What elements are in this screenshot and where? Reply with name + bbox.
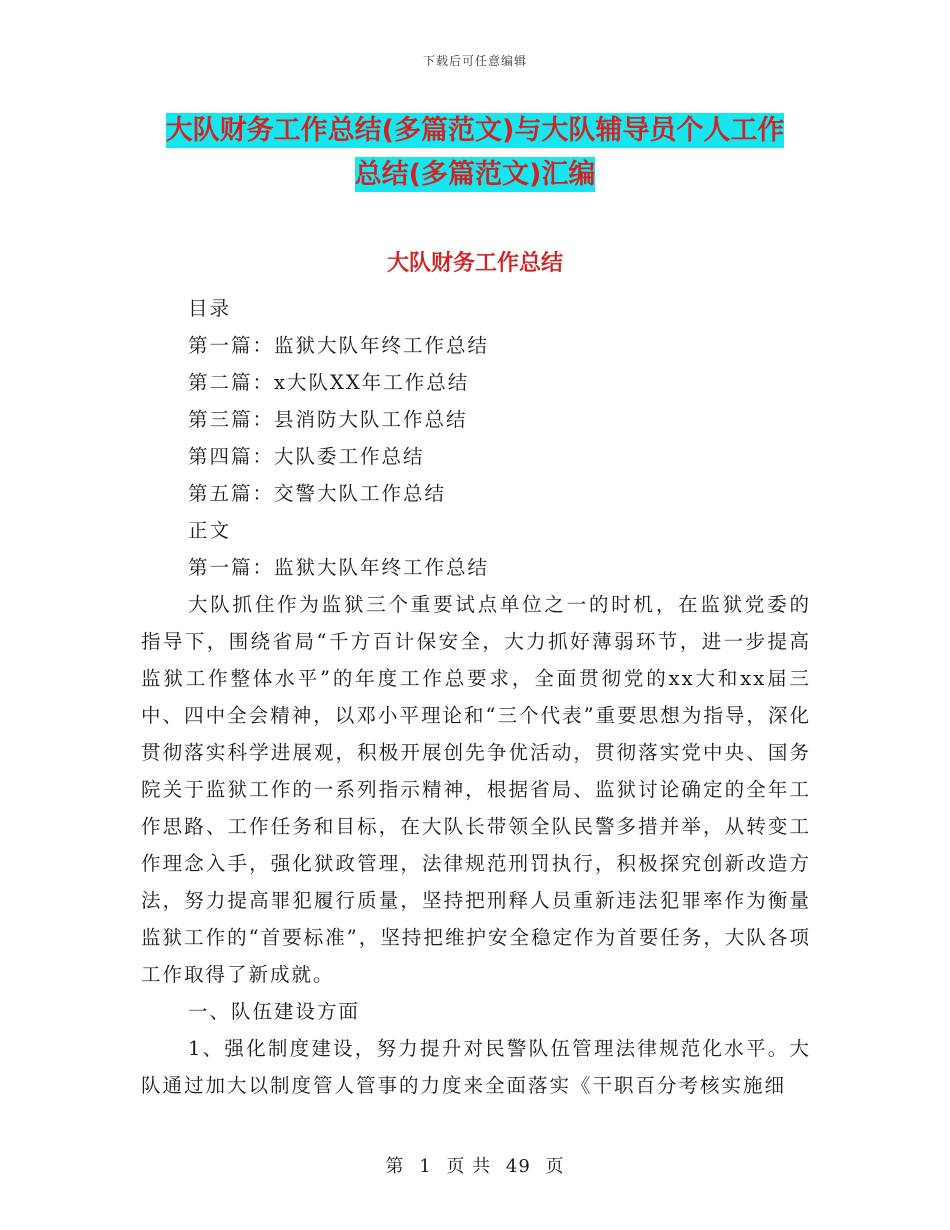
footer-suffix: 页	[545, 1156, 565, 1177]
toc-heading: 目录	[188, 297, 232, 320]
toc-item: 第三篇：县消防大队工作总结	[188, 408, 468, 431]
document-title-text-1: 大队财务工作总结(多篇范文)与大队辅导员个人工作	[165, 115, 785, 146]
part-title: 第一篇：监狱大队年终工作总结	[188, 556, 490, 579]
document-title-line-1	[0, 108, 950, 154]
header-note: 下载后可任意编辑	[422, 54, 527, 68]
paragraph: 大队抓住作为监狱三个重要试点单位之一的时机，在监狱党委的指导下，围绕省局“千方百计保安全，大力抓好薄弱环节，进一步提高监狱工作整体水平”的年度工作总要求，全面贯彻党的xx大和xx届三中、四中全会精神，以邓小平理论和“三个代表”重要思想为指导，深化贯彻落实科学进展观，积极开展创先争优活动，贯彻落实党中央、国务院关于监狱工作的一系列指示精神，根据省局、监狱讨论确定的全年工作思路、工作任务和目标，在大队长带领全队民警多措并举，从转变工作理念入手，强化狱政管理，法律规范刑罚执行，积极探究创新改造方法，努力提高罪犯履行质量，坚持把刑释人员重新违法犯罪率作为衡量监狱工作的“首要标准”，坚持把维护安全稳定作为首要任务，大队各项工作取得了新成就。	[141, 593, 811, 986]
document-title-text-2: 总结(多篇范文)汇编	[354, 159, 596, 190]
toc-item: 第四篇：大队委工作总结	[188, 445, 425, 468]
footer-page-number: 1	[419, 1156, 432, 1177]
toc-item: 第一篇：监狱大队年终工作总结	[188, 334, 490, 357]
body-heading: 正文	[188, 519, 232, 542]
toc-item: 第五篇：交警大队工作总结	[188, 482, 447, 505]
subheading: 一、队伍建设方面	[188, 1000, 361, 1023]
document-title-line-2	[0, 152, 950, 198]
footer-total-pages: 49	[505, 1156, 531, 1177]
toc-item: 第二篇：x大队XX年工作总结	[188, 371, 470, 394]
page-footer	[0, 1152, 950, 1178]
section-title: 大队财务工作总结	[386, 251, 563, 276]
paragraph: 1、强化制度建设，努力提升对民警队伍管理法律规范化水平。大队通过加大以制度管人管事的力度来全面落实《干职百分考核实施细	[141, 1037, 811, 1097]
document-body	[141, 290, 811, 1104]
footer-prefix: 第	[385, 1156, 405, 1177]
footer-middle: 页 共	[446, 1156, 492, 1177]
